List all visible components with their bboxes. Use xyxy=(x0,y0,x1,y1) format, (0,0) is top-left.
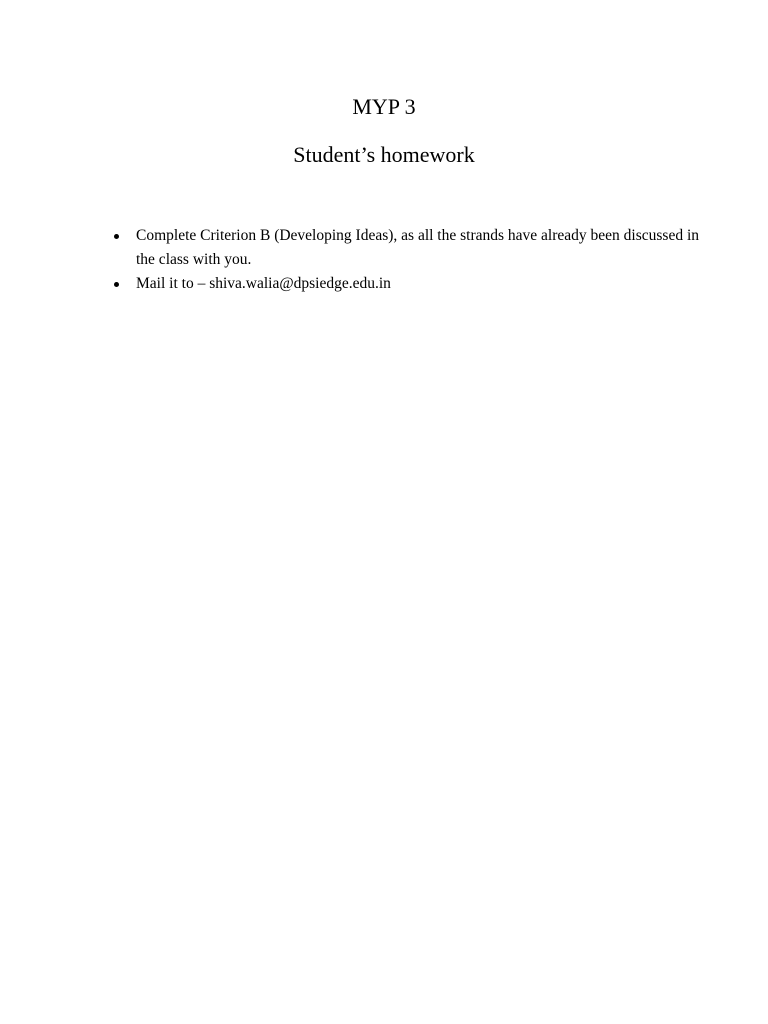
bullet-icon xyxy=(114,282,119,287)
list-item-text: Complete Criterion B (Developing Ideas), as all the strands have already been discussed in the class with you. xyxy=(136,227,700,268)
list-item xyxy=(112,272,712,296)
document-title: MYP 3 xyxy=(352,94,416,119)
homework-instructions-list xyxy=(112,224,712,296)
list-item-text: Mail it to – shiva.walia@dpsiedge.edu.in xyxy=(136,275,391,292)
bullet-icon xyxy=(114,234,119,239)
document-subtitle: Student’s homework xyxy=(293,142,475,167)
list-item xyxy=(112,224,712,272)
